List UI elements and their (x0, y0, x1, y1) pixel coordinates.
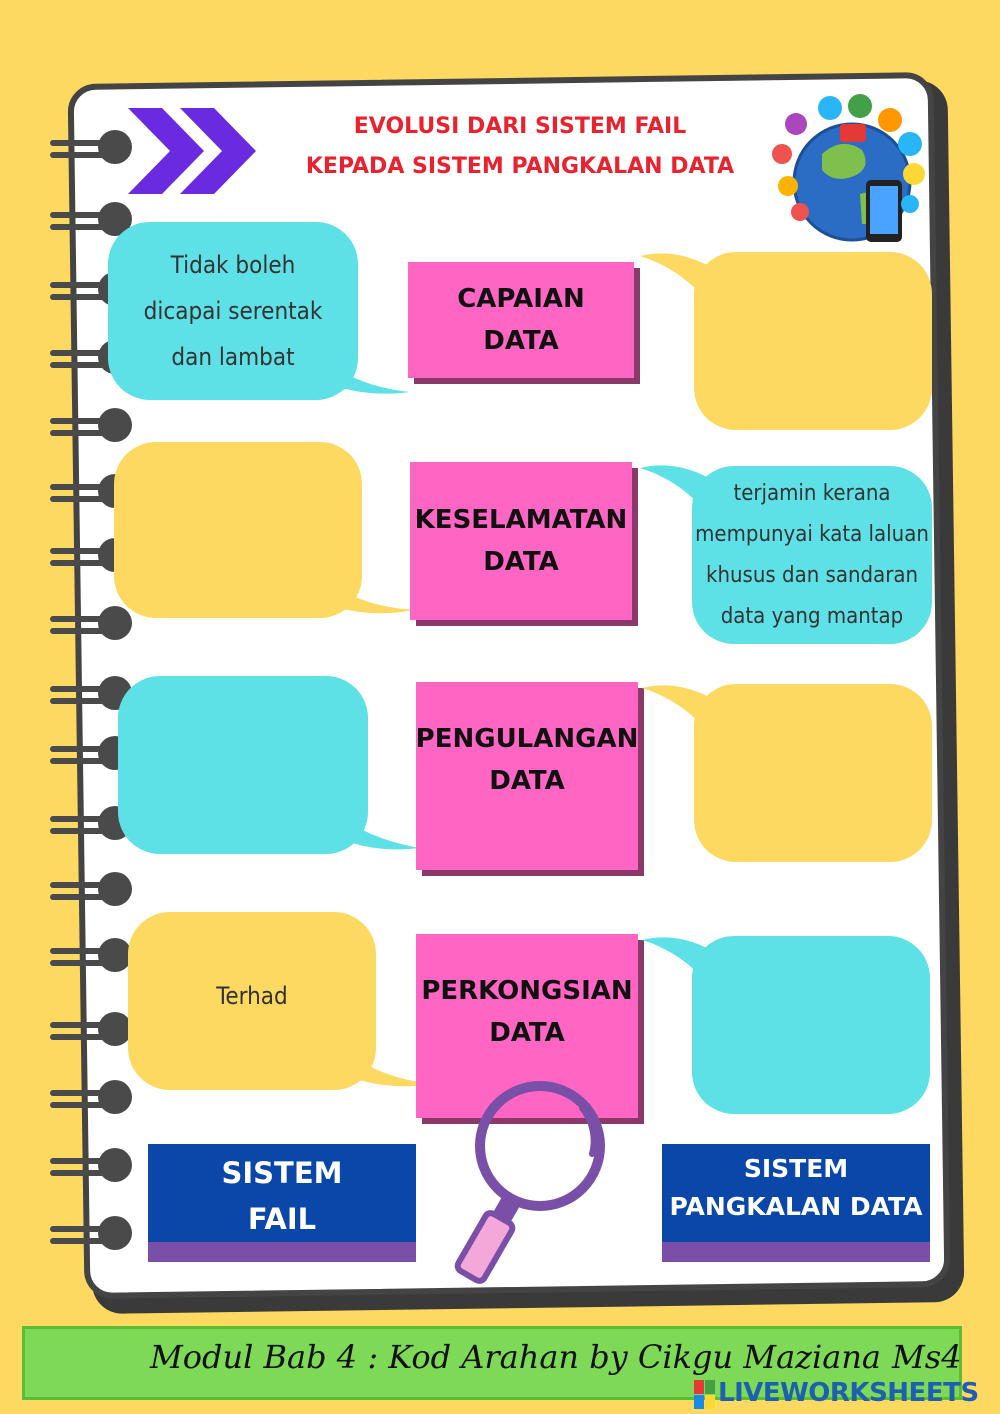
footer-code: Ms4 (892, 1338, 962, 1376)
bubble-text-line: mempunyai kata laluan (695, 522, 929, 547)
bubble-text-line: data yang mantap (720, 604, 904, 629)
bubble-text-line: dan lambat (171, 343, 295, 371)
label-line: FAIL (247, 1202, 317, 1236)
spiral-ring (50, 1216, 130, 1256)
label-strip (148, 1242, 416, 1262)
footer-text: Modul Bab 4 : Kod Arahan by Cikgu Maziana (150, 1338, 881, 1376)
bubble-text-line: terjamin kerana (733, 481, 891, 506)
liveworksheets-watermark[interactable]: LIVEWORKSHEETS (718, 1378, 979, 1408)
speech-bubble-right[interactable] (692, 936, 930, 1114)
bubble-text-line: khusus dan sandaran (705, 563, 919, 588)
page-title-line2: KEPADA SISTEM PANGKALAN DATA (305, 154, 735, 179)
category-label-line1: PERKONGSIAN (421, 976, 633, 1006)
bubble-text-line: Tidak boleh (170, 251, 296, 279)
label-sistem-pangkalan-data (662, 1144, 930, 1262)
category-label-line2: DATA (489, 766, 565, 796)
speech-bubble-right[interactable] (692, 466, 932, 644)
liveworksheets-logo-icon (694, 1380, 716, 1410)
category-box (410, 462, 632, 620)
spiral-ring (50, 130, 130, 170)
page-title-line1: EVOLUSI DARI SISTEM FAIL (353, 114, 687, 139)
magnifying-glass-icon (452, 1074, 612, 1284)
category-label-line2: DATA (483, 326, 559, 356)
speech-bubble-left[interactable] (108, 222, 358, 400)
category-label-line1: PENGULANGAN (415, 724, 639, 754)
bubble-text-line: Terhad (216, 982, 288, 1010)
category-label-line1: KESELAMATAN (414, 505, 628, 535)
category-box (416, 682, 638, 870)
label-line: PANGKALAN DATA (669, 1192, 923, 1221)
label-sistem-fail (148, 1144, 416, 1262)
spiral-ring (50, 1080, 130, 1120)
category-box (408, 262, 634, 378)
label-line: SISTEM (221, 1156, 343, 1190)
speech-bubble-left[interactable] (114, 442, 362, 618)
category-label-line2: DATA (483, 547, 559, 577)
spiral-ring (50, 1012, 130, 1052)
spiral-ring (50, 408, 130, 448)
spiral-ring (50, 938, 130, 978)
label-strip (662, 1242, 930, 1262)
category-label-line1: CAPAIAN (457, 284, 585, 314)
speech-bubble-left[interactable] (128, 912, 376, 1090)
bubble-text-line: dicapai serentak (143, 297, 323, 325)
speech-bubble-left[interactable] (118, 676, 368, 854)
speech-bubble-right[interactable] (694, 684, 932, 862)
label-line: SISTEM (743, 1154, 849, 1183)
globe-social-media-icon (770, 94, 930, 244)
speech-bubble-right[interactable] (694, 252, 932, 430)
category-label-line2: DATA (489, 1018, 565, 1048)
spiral-ring (50, 872, 130, 912)
spiral-ring (50, 1148, 130, 1188)
spiral-ring (50, 606, 130, 646)
chevron-right-double-icon (128, 108, 256, 194)
